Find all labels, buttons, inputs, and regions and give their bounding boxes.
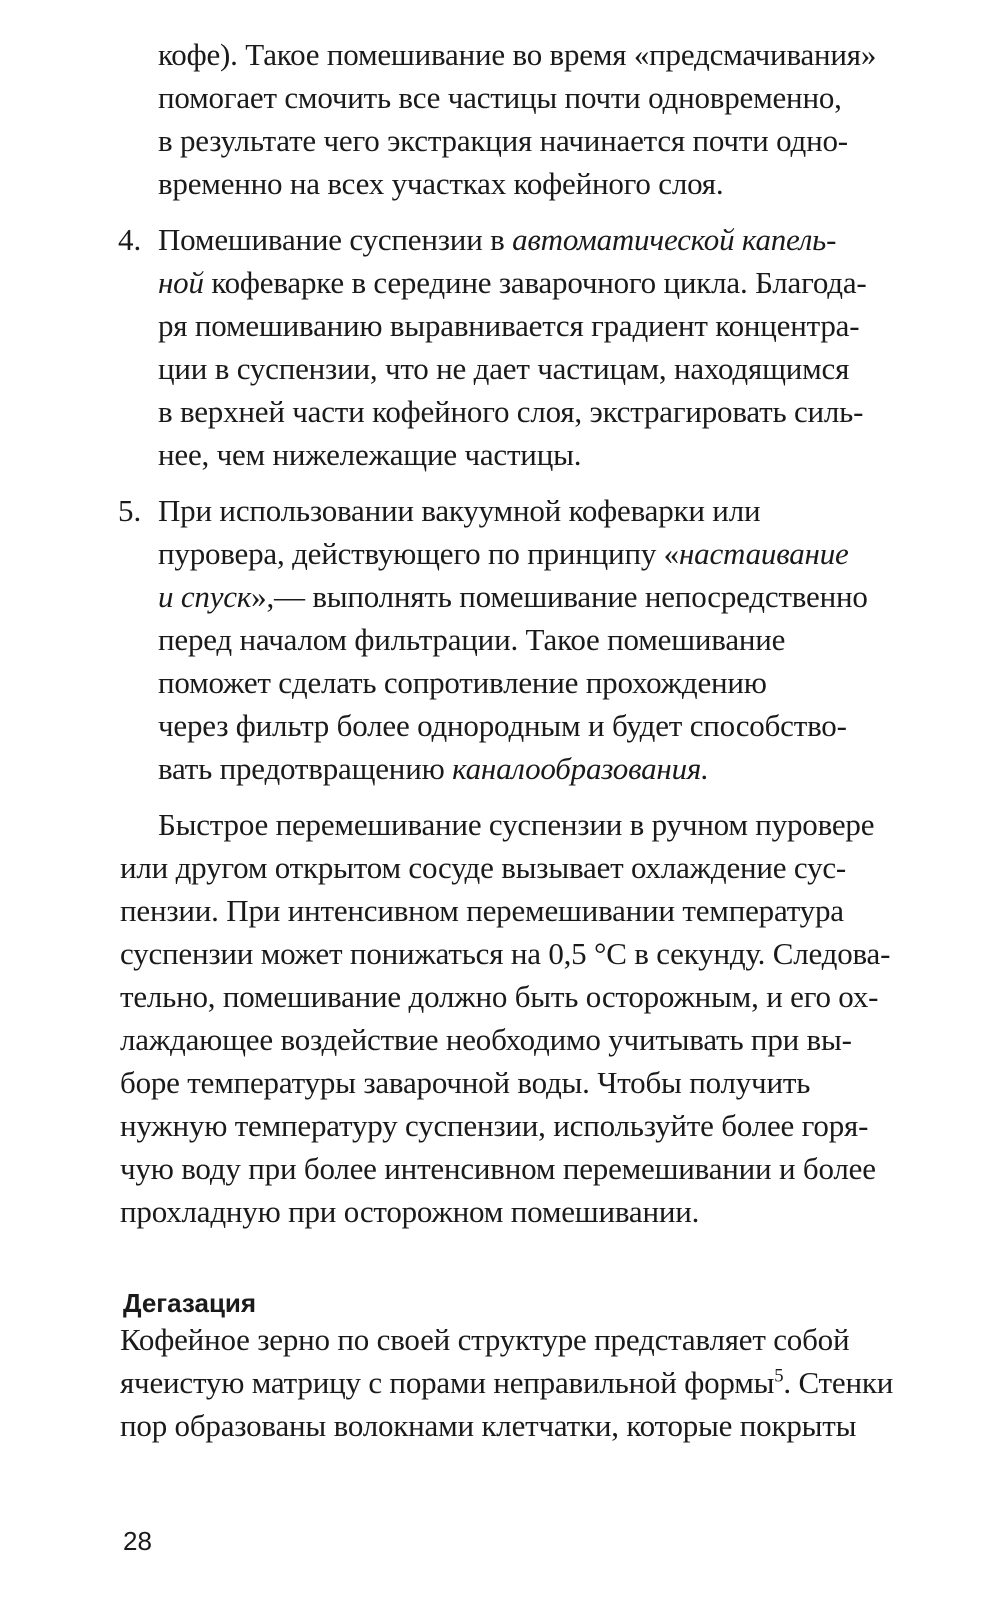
- text-line: и спуск»,— выполнять помешивание непосредственно: [158, 579, 868, 614]
- text-line: в результате чего экстракция начинается почти одно-: [158, 123, 848, 158]
- list-number: 4.: [118, 222, 142, 257]
- text-line: боре температуры заварочной воды. Чтобы получить: [120, 1065, 811, 1100]
- list-number: 5.: [118, 493, 142, 528]
- text-line: вать предотвращению каналообразования.: [158, 751, 709, 786]
- text-line: пуровера, действующего по принципу «настаивание: [158, 536, 849, 571]
- text-line: кофе). Такое помешивание во время «предсмачивания»: [158, 37, 877, 72]
- text-line: пензии. При интенсивном перемешивании температура: [120, 893, 844, 928]
- text-line: нее, чем нижележащие частицы.: [158, 437, 582, 472]
- text-line: ря помешиванию выравнивается градиент концентра-: [158, 308, 860, 343]
- text-line: лаждающее воздействие необходимо учитывать при вы-: [120, 1022, 852, 1057]
- text-line: суспензии может понижаться на 0,5 °С в секунду. Следова-: [120, 936, 891, 971]
- text-line: тельно, помешивание должно быть осторожным, и его ох-: [120, 979, 879, 1014]
- text-line: через фильтр более однородным и будет способство-: [158, 708, 847, 743]
- section-heading: Дегазация: [123, 1288, 257, 1318]
- text-line: пор образованы волокнами клетчатки, которые покрыты: [120, 1408, 857, 1443]
- footnote-reference: 5: [774, 1365, 784, 1387]
- text-line: временно на всех участках кофейного слоя.: [158, 166, 724, 201]
- text-line: чую воду при более интенсивном перемешивании и более: [120, 1151, 876, 1186]
- page-number: 28: [123, 1526, 152, 1556]
- text-line: перед началом фильтрации. Такое помешивание: [158, 622, 786, 657]
- text-line: нужную температуру суспензии, используйте более горя-: [120, 1108, 869, 1143]
- text-line: Быстрое перемешивание суспензии в ручном пуровере: [158, 807, 875, 842]
- text-line: Кофейное зерно по своей структуре представляет собой: [120, 1322, 850, 1357]
- text-line: ячеистую матрицу с порами неправильной формы$^5$. Стенки: [120, 1365, 894, 1400]
- text-line: Помешивание суспензии в автоматической капель-: [158, 222, 837, 257]
- text-line: При использовании вакуумной кофеварки или: [158, 493, 761, 528]
- text-line: ной кофеварке в середине заварочного цикла. Благода-: [158, 265, 867, 300]
- text-line: прохладную при осторожном помешивании.: [120, 1194, 700, 1229]
- text-line: в верхней части кофейного слоя, экстрагировать силь-: [158, 394, 864, 429]
- text-line: помогает смочить все частицы почти одновременно,: [158, 80, 842, 115]
- text-line: ции в суспензии, что не дает частицам, находящимся: [158, 351, 850, 386]
- text-line: поможет сделать сопротивление прохождению: [158, 665, 767, 700]
- text-line: или другом открытом сосуде вызывает охлаждение сус-: [120, 850, 847, 885]
